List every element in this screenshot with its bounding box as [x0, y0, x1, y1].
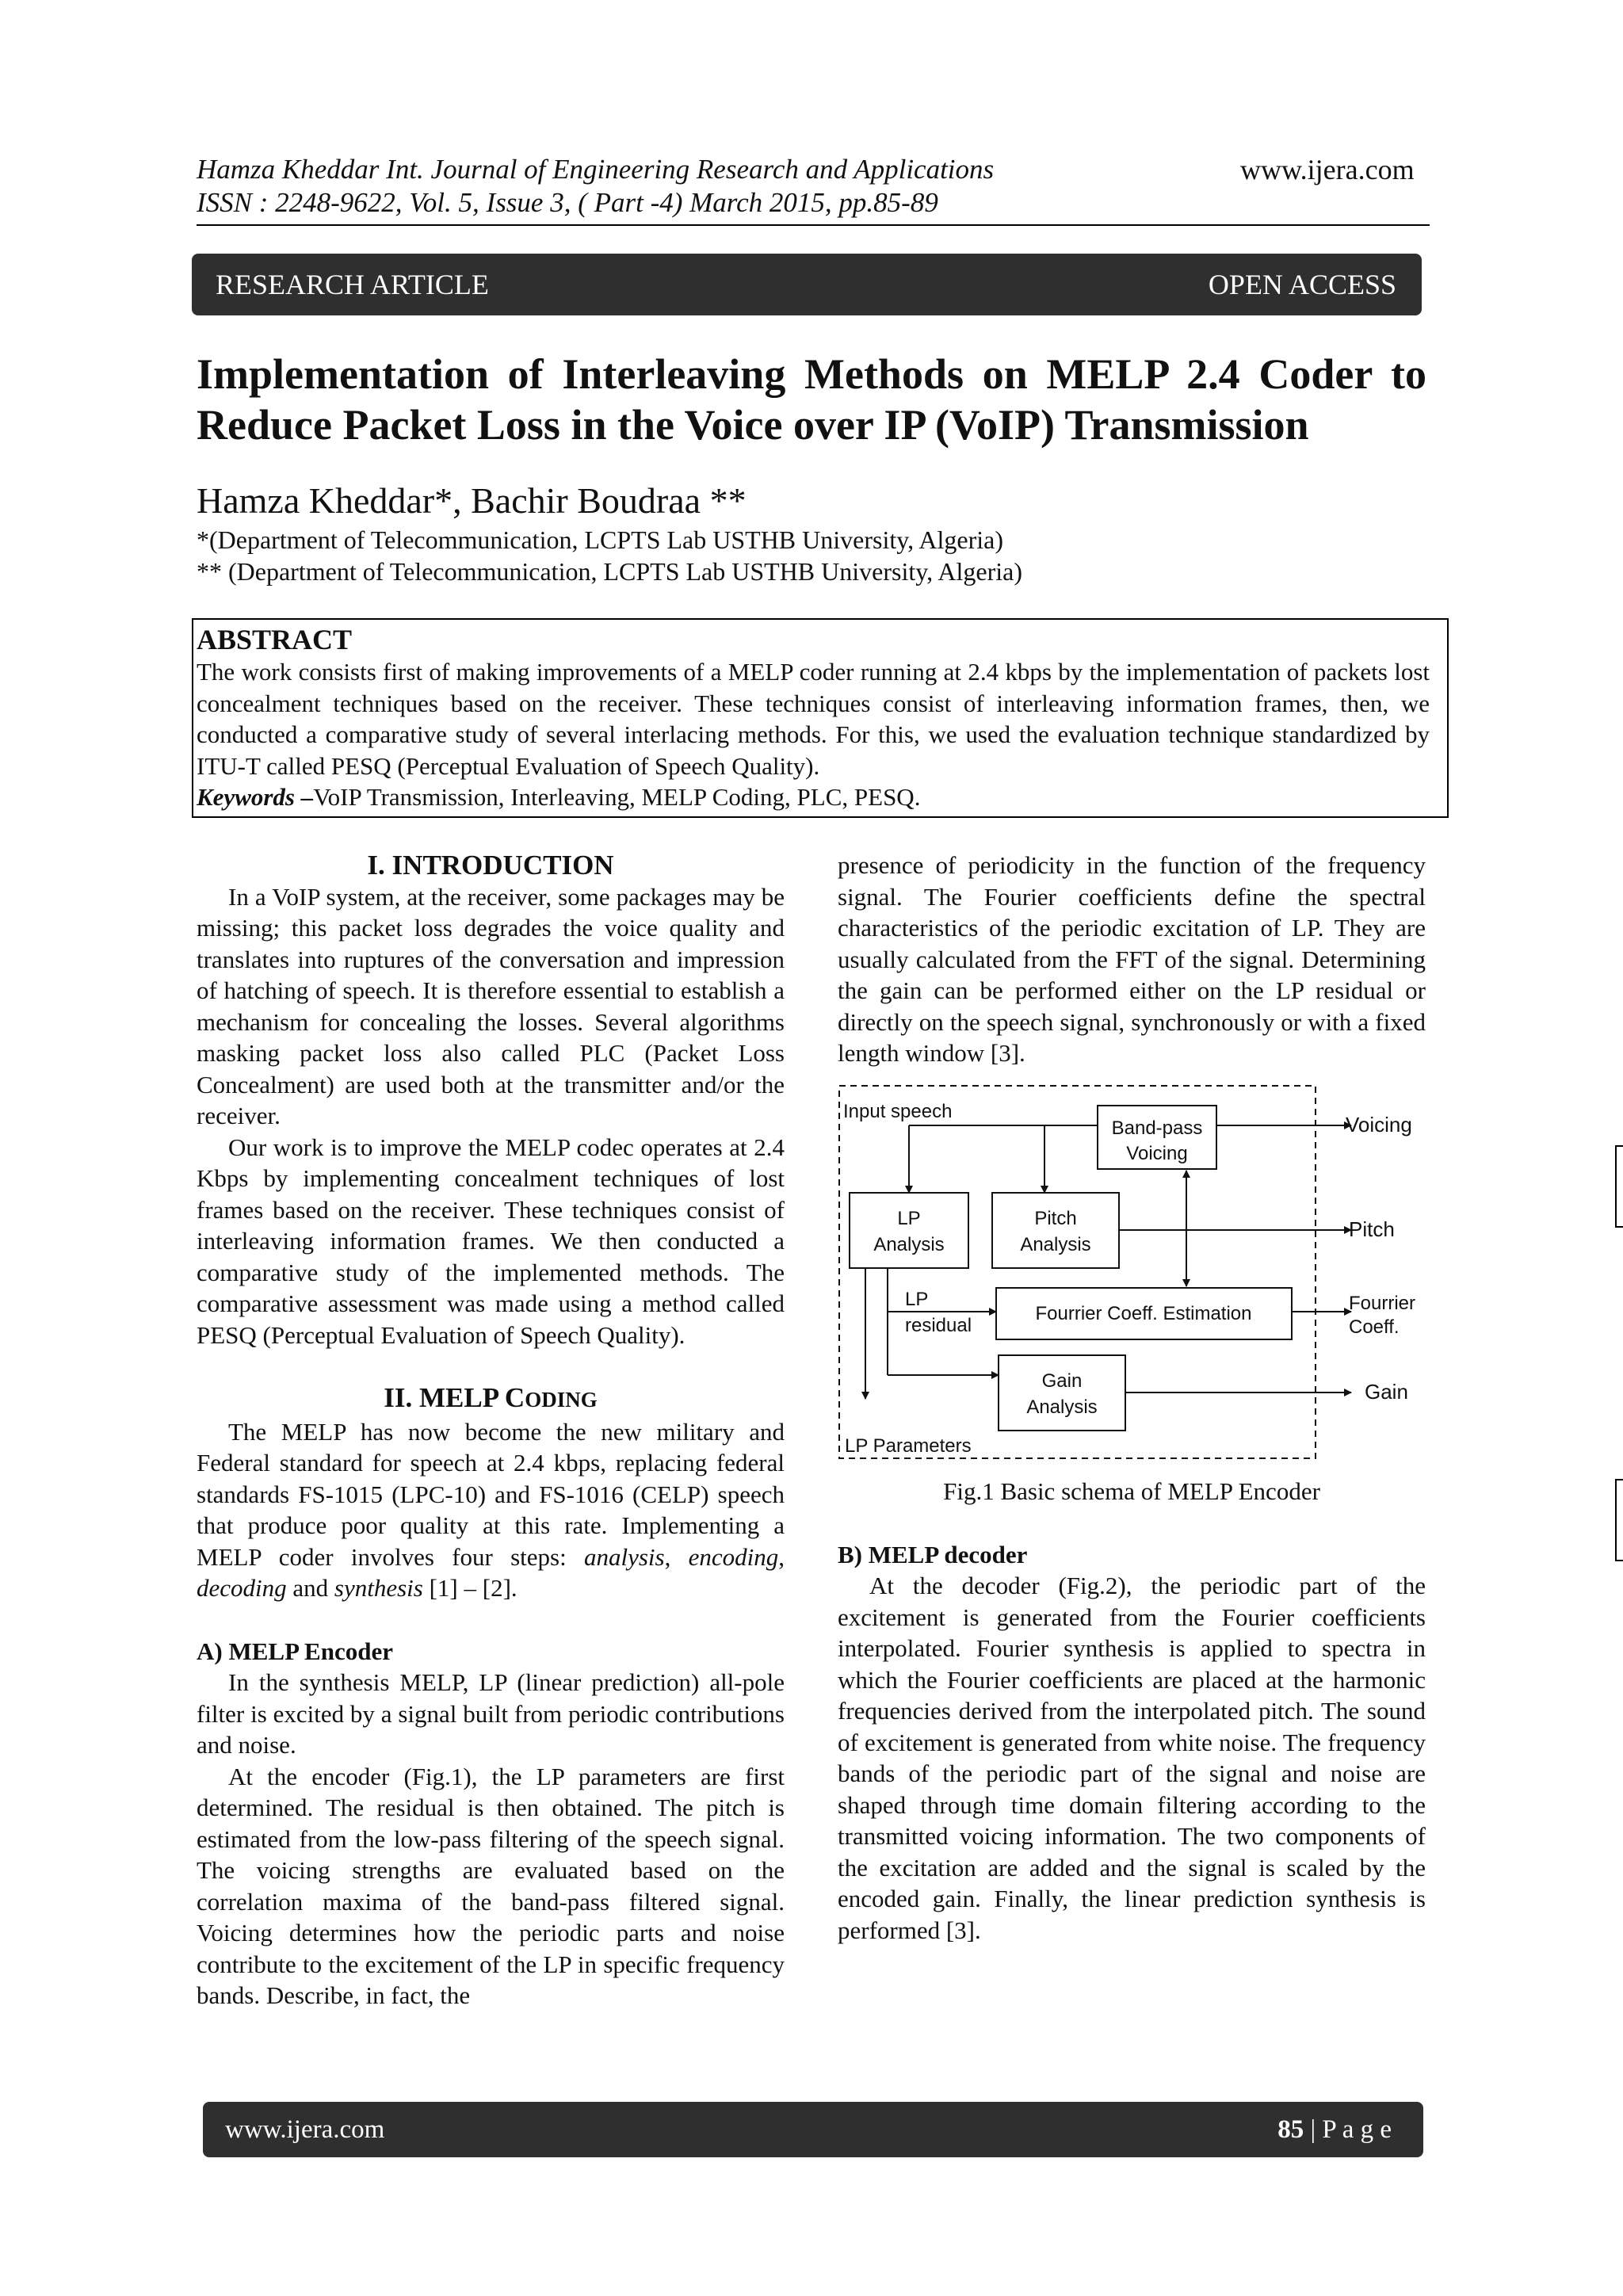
- lp-parameters-label: LP Parameters: [845, 1435, 972, 1457]
- section-2-heading: II. MELP CODING: [384, 1382, 598, 1413]
- margin-mark-1: [1615, 1145, 1623, 1228]
- melp-coding-paragraph: The MELP has now become the new military and Federal standard for speech at 2.4 kbps, replacing federal standards FS-1015 (LPC-10) and FS-1016 (CELP) speech that produce poor quality at this rate. Implementing a MELP coder involves four steps: analysis, encoding, decoding and synthesis [1] – [2].: [197, 1417, 785, 1602]
- journal-header-line2: ISSN : 2248-9622, Vol. 5, Issue 3, ( Part -4) March 2015, pp.85-89: [197, 187, 938, 218]
- pitch-analysis-label-1: Pitch: [1034, 1208, 1077, 1229]
- gain-analysis-box: [999, 1355, 1125, 1431]
- subsection-a-heading: A) MELP Encoder: [197, 1637, 393, 1665]
- right-column-top: [838, 850, 1426, 1069]
- right-column-bottom: [838, 1476, 1426, 1946]
- affiliation-1: *(Department of Telecommunication, LCPTS Lab USTHB University, Algeria): [197, 525, 1003, 554]
- subsection-b-heading: B) MELP decoder: [838, 1540, 1028, 1568]
- intro-paragraph-1: In a VoIP system, at the receiver, some packages may be missing; this packet loss degrades the voice quality and translates into ruptures of the conversation and impression of hatching of speech. It is therefore essential to establish a mechanism for concealing the losses. Several algorithms masking packet loss also called PLC (Packet Loss Concealment) are used both at the transmitter and/or the receiver.: [197, 882, 785, 1129]
- decoder-paragraph: At the decoder (Fig.2), the periodic part of the excitement is generated from the Fourier coefficients interpolated. Fourier synthesis is applied to spectra in which the Fourier coefficients are placed at the harmonic frequencies derived from the interpolated pitch. The sound of excitement is generated from white noise. The frequency bands of the periodic part of the signal and noise are shaped through time domain filtering according to the transmitted voicing information. The two components of the excitation are added and the signal is scaled by the encoded gain. Finally, the linear prediction synthesis is performed [3].: [838, 1572, 1426, 1944]
- gain-analysis-label-1: Gain: [1041, 1370, 1083, 1392]
- input-speech-label: Input speech: [843, 1101, 953, 1122]
- fourier-estimation-label: Fourrier Coeff. Estimation: [1035, 1303, 1252, 1324]
- fourier-output-label-2: Coeff.: [1349, 1316, 1400, 1338]
- figure-caption: Fig.1 Basic schema of MELP Encoder: [943, 1477, 1320, 1505]
- keywords-text: VoIP Transmission, Interleaving, MELP Coding, PLC, PESQ.: [313, 783, 921, 811]
- abstract-text: The work consists first of making improvements of a MELP coder running at 2.4 kbps by the implementation of packets lost concealment techniques based on the receiver. These techniques consist of interleaving information frames, then, we conducted a comparative study of several interlacing methods. For this, we used the evaluation technique standardized by ITU-T called PESQ (Perceptual Evaluation of Speech Quality).: [197, 658, 1430, 780]
- footer-page: [1277, 2115, 1392, 2145]
- lp-residual-label-1: LP: [905, 1289, 929, 1310]
- pitch-analysis-label-2: Analysis: [1020, 1234, 1091, 1255]
- footer-bar: [203, 2102, 1423, 2157]
- authors: Hamza Kheddar*, Bachir Boudraa **: [197, 480, 747, 521]
- intro-paragraph-2: Our work is to improve the MELP codec operates at 2.4 Kbps by implementing concealment techniques of lost frames based on the receiver. These techniques consist of interleaving information frames. We then conducted a comparative study of the implemented methods. The comparative assessment was made using a method called PESQ (Perceptual Evaluation of Speech Quality).: [197, 1133, 785, 1349]
- abstract-heading: ABSTRACT: [197, 624, 353, 655]
- section-1-heading: I. INTRODUCTION: [367, 850, 614, 881]
- lp-analysis-label-1: LP: [897, 1208, 921, 1229]
- bandpass-label-2: Voicing: [1126, 1143, 1188, 1164]
- affiliation-2: ** (Department of Telecommunication, LCPTS Lab USTHB University, Algeria): [197, 557, 1022, 586]
- pitch-output-label: Pitch: [1349, 1217, 1395, 1241]
- keywords-label: Keywords –: [197, 783, 314, 811]
- fourier-output-label-1: Fourrier: [1349, 1293, 1416, 1314]
- lp-residual-label-2: residual: [905, 1315, 972, 1336]
- research-article-label: RESEARCH ARTICLE: [216, 269, 489, 300]
- paper-title: Implementation of Interleaving Methods on MELP 2.4 Coder to Reduce Packet Loss in the Voice over IP (VoIP) Transmission: [197, 350, 1426, 449]
- encoder-paragraph-2: At the encoder (Fig.1), the LP parameters are first determined. The residual is then obtained. The pitch is estimated from the low-pass filtering of the speech signal. The voicing strengths are evaluated based on the correlation maxima of the band-pass filtered signal. Voicing determines how the periodic parts and noise contribute to the excitement of the LP in specific frequency bands. Describe, in fact, the: [197, 1762, 785, 2009]
- pitch-analysis-box: [992, 1193, 1119, 1268]
- margin-mark-2: [1615, 1479, 1623, 1561]
- page-label: | P a g e: [1304, 2115, 1392, 2144]
- header-website[interactable]: www.ijera.com: [1240, 154, 1415, 185]
- encoder-paragraph-1: In the synthesis MELP, LP (linear prediction) all-pole filter is excited by a signal built from periodic contributions and noise.: [197, 1668, 785, 1759]
- left-column: [197, 850, 785, 2011]
- keywords-line: [197, 781, 1430, 813]
- gain-analysis-label-2: Analysis: [1026, 1396, 1098, 1418]
- continued-paragraph: presence of periodicity in the function of the frequency signal. The Fourier coefficients define the spectral characteristics of the periodic excitation of LP. They are usually calculated from the FFT of the signal. Determining the gain can be performed either on the LP residual or directly on the speech signal, synchronously or with a fixed length window [3].: [838, 851, 1426, 1067]
- header-rule: [197, 224, 1430, 226]
- gain-output-label: Gain: [1365, 1380, 1408, 1404]
- open-access-label[interactable]: OPEN ACCESS: [1208, 269, 1396, 300]
- abstract-section: [197, 623, 1430, 813]
- lp-analysis-box: [850, 1193, 968, 1268]
- journal-header-line1: Hamza Kheddar Int. Journal of Engineering Research and Applications: [197, 154, 995, 185]
- melp-encoder-diagram: [832, 1078, 1434, 1466]
- page-number: 85: [1277, 2115, 1304, 2144]
- footer-website[interactable]: www.ijera.com: [225, 2115, 385, 2144]
- lp-analysis-label-2: Analysis: [873, 1234, 945, 1255]
- bandpass-label-1: Band-pass: [1111, 1117, 1203, 1139]
- voicing-output-label: Voicing: [1346, 1113, 1412, 1137]
- article-type-banner: [192, 254, 1422, 315]
